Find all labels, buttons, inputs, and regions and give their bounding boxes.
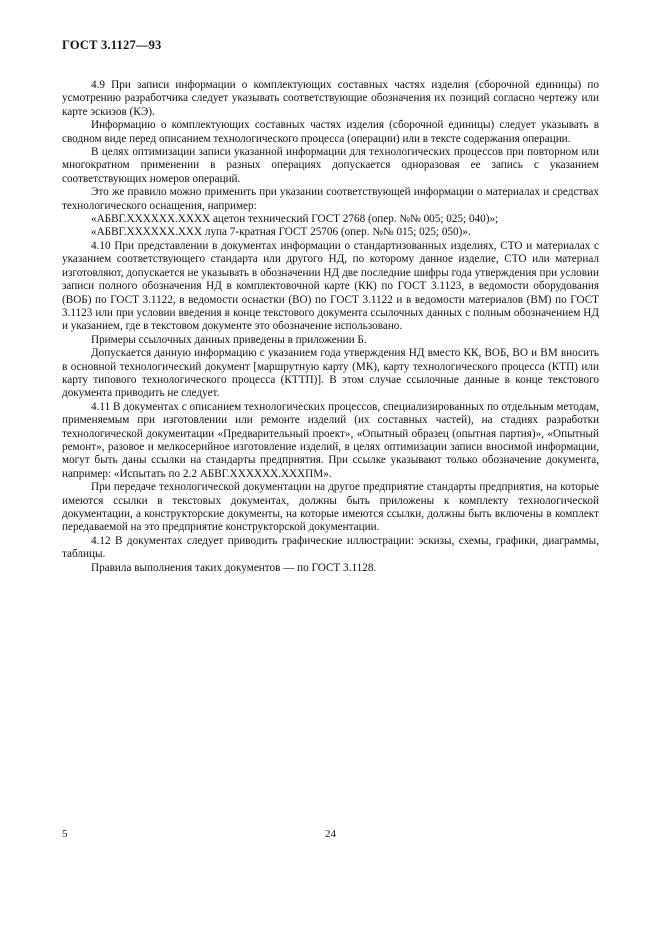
paragraph-4-9: 4.9 При записи информации о комплектующих составных частях изделия (сборочной единицы) по усмотрению разработчика следует указывать соответствующие обозначения их позиций согласно чертежу или карте эскизов (КЭ). <box>62 79 599 118</box>
paragraph: Правила выполнения таких документов — по ГОСТ 3.1128. <box>91 561 377 574</box>
footer-left-mark: 5 <box>62 828 68 840</box>
paragraph: Это же правило можно применить при указании соответствующей информации о материалах и средствах технологического оснащения, например: <box>62 186 599 212</box>
paragraph: Информацию о комплектующих составных частях изделия (сборочной единицы) следует указывать в сводном виде перед описанием технологического процесса (операции) или в тексте содержания операции. <box>62 119 599 145</box>
document-body <box>62 79 599 575</box>
paragraph-4-10: 4.10 При представлении в документах информации о стандартизованных изделиях, СТО и материалах с указанием соответствующего стандарта или другого НД, по которому данное изделие, СТО или материал изготовляют, допускается не указывать в обозначении НД две последние шифры года утверждения при условии записи полного обозначения НД в комплектовочной карте (КК) по ГОСТ 3.1123, в ведомости оборудования (ВОБ) по ГОСТ 3.1122, в ведомости оснастки (ВО) по ГОСТ 3.1122 и в ведомости материалов (ВМ) по ГОСТ 3.1123 или при условии введения в конце текстового документа ссылочных данных с полным обозначением НД и указанием, где в текстовом документе это обозначение использовано. <box>62 239 599 333</box>
page-number: 24 <box>325 828 336 840</box>
paragraph: Примеры ссылочных данных приведены в приложении Б. <box>91 333 367 346</box>
paragraph: В целях оптимизации записи указанной информации для технологических процессов при повторном или многократном применении в разных операциях допускается одноразовая ее запись с указанием соответствующих номеров операций. <box>62 146 599 185</box>
paragraph-4-12: 4.12 В документах следует приводить графические иллюстрации: эскизы, схемы, графики, диаграммы, таблицы. <box>62 534 599 561</box>
paragraph-4-11: 4.11 В документах с описанием технологических процессов, специализированных по отдельным методам, применяемым при изготовлении или ремонте изделий (их составных частей), на стадиях разработки технологической документации «Предварительный проект», «Опытный образец (опытная партия)», «Опытный ремонт», разовое и мелкосерийное изготовление изделий, в целях оптимизации записи вносимой информации, могут быть даны ссылки на стандарты предприятия. При ссылке указывают только обозначение документа, например: «Испытать по 2.2 АБВГ.ХХХХХХ.ХХХПМ». <box>62 400 599 480</box>
paragraph: Допускается данную информацию с указанием года утверждения НД вместо КК, ВОБ, ВО и ВМ вносить в основной технологический документ [маршрутную карту (МК), карту технологического процесса (КТП) или карту типового технологического процесса (КТТП)]. В этом случае ссылочные данные в конце текстового документа приводить не следует. <box>62 347 599 400</box>
document-header: ГОСТ 3.1127—93 <box>62 38 162 52</box>
paragraph: При передаче технологической документации на другое предприятие стандарты предприятия, на которые имеются ссылки в текстовых документах, должны быть приложены к комплекту технологической документации, а конструкторские документы, на которые имеются ссылки, должны быть включены в комплект передаваемой на это предприятие конструкторской документации. <box>62 481 599 534</box>
example-line: «АБВГ.ХХХХХХ.ХХХХ ацетон технический ГОСТ 2768 (опер. №№ 005; 025; 040)»; <box>91 213 499 226</box>
example-line: «АБВГ.ХХХХХХ.ХХХ лупа 7-кратная ГОСТ 25706 (опер. №№ 015; 025; 050)». <box>91 226 471 239</box>
